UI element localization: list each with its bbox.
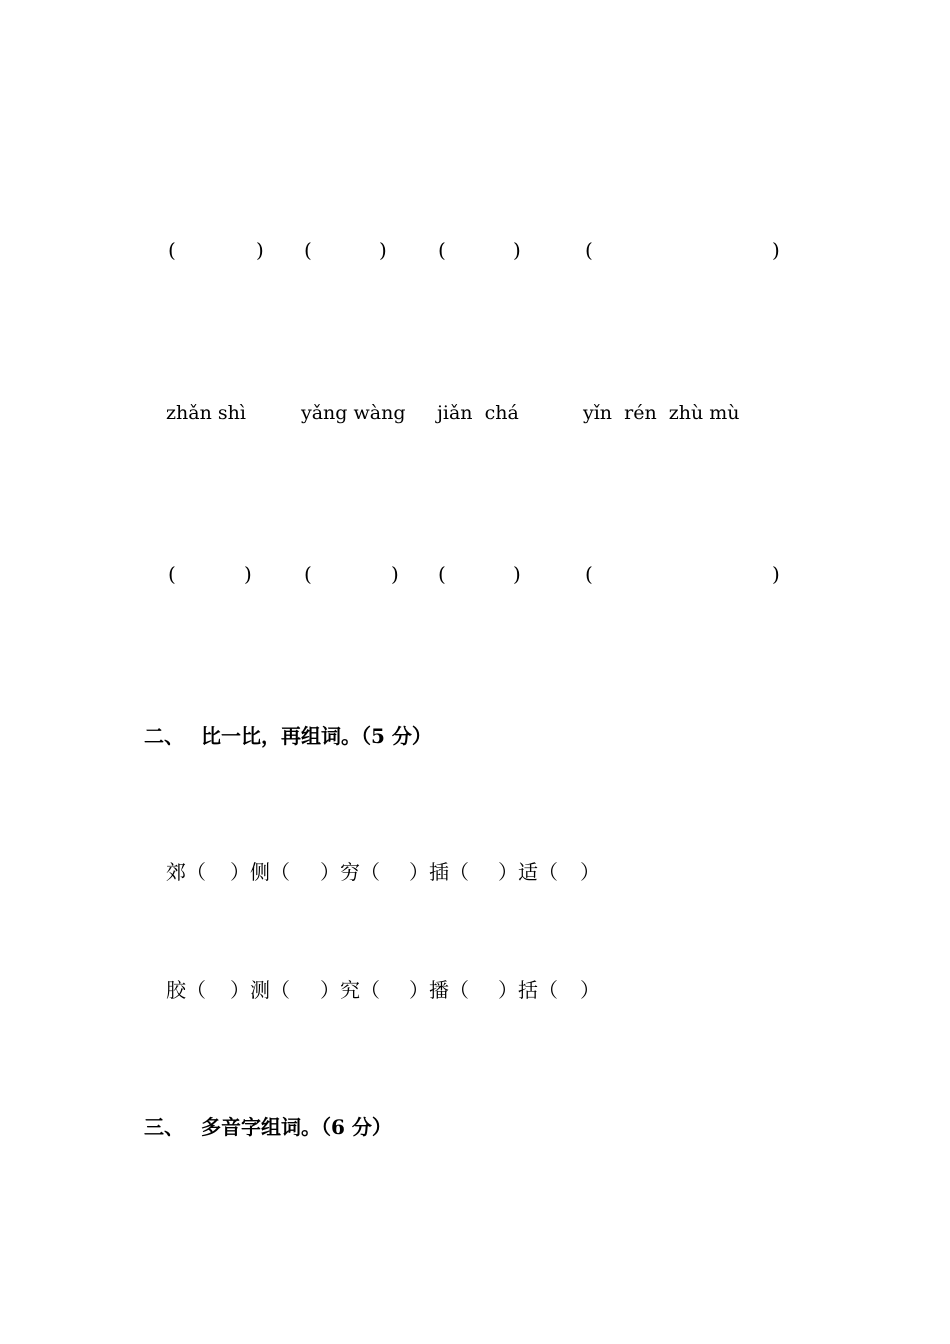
paren-open: ( (168, 562, 176, 586)
pinyin-item: yǐn rén zhù mù (583, 402, 740, 424)
paren-close: ) (513, 562, 521, 586)
pinyin-item: yǎng wàng (301, 402, 406, 424)
paren-close: ) (244, 562, 252, 586)
compare-word: ）究（ (320, 978, 380, 1002)
compare-word: ） (580, 978, 600, 1002)
paren-open: ( (168, 238, 176, 262)
section-number: 二、 (144, 724, 184, 748)
compare-word: ）测（ (230, 978, 290, 1002)
section-title: 多音字组词。（6 分） (201, 1115, 392, 1139)
compare-word: ） (580, 860, 600, 884)
pinyin-item: jiǎn chá (437, 402, 519, 424)
paren-open: ( (304, 562, 312, 586)
compare-word: ）穷（ (320, 860, 380, 884)
paren-open: ( (438, 238, 446, 262)
section-number: 三、 (144, 1115, 184, 1139)
paren-close: ) (379, 238, 387, 262)
paren-close: ) (772, 238, 780, 262)
paren-close: ) (391, 562, 399, 586)
compare-word: ）适（ (498, 860, 558, 884)
paren-open: ( (585, 562, 593, 586)
compare-word: ）侧（ (230, 860, 290, 884)
compare-word: ）插（ (409, 860, 469, 884)
section-title: 比一比，再组词。（5 分） (201, 724, 432, 748)
paren-close: ) (256, 238, 264, 262)
compare-word: ）括（ (498, 978, 558, 1002)
pinyin-item: zhǎn shì (166, 402, 246, 424)
paren-close: ) (513, 238, 521, 262)
paren-open: ( (304, 238, 312, 262)
compare-word: ）播（ (409, 978, 469, 1002)
paren-open: ( (585, 238, 593, 262)
paren-close: ) (772, 562, 780, 586)
paren-open: ( (438, 562, 446, 586)
compare-word: 郊（ (166, 860, 206, 884)
compare-word: 胶（ (166, 978, 206, 1002)
